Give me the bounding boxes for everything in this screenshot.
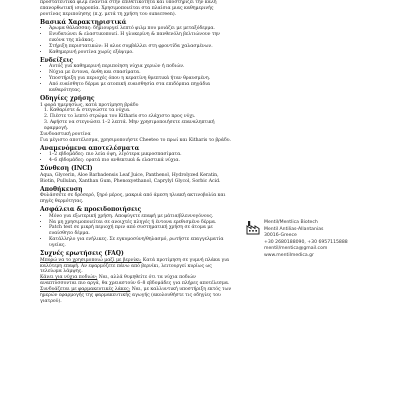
usage-frequency: 1 φορά ημερησίως, κατά προτίμηση βράδυ (40, 102, 139, 108)
faq-heading: Συχνές ερωτήσεις (FAQ) (40, 250, 124, 258)
usage-step: 3. Αφήστε να στεγνώσει 1–2 λεπτά. Μην χρησιμοποιήσετε επαναληπτική εφαρμογή. (44, 120, 215, 132)
list-item: • Μόνο για εξωτερική χρήση. Αποφύγετε επαφή με μάτια/βλεννογόνους. (49, 214, 234, 220)
faq-question: Μπορώ να το χρησιμοποιώ μαζί με βερνίκι; (40, 257, 142, 263)
list-item: • Να μη χρησιμοποιείται σε ανοιχτές πληγές ή έντονα ερεθισμένο δέρμα. (49, 220, 234, 226)
list-item: • Patch test σε μικρή περιοχή πριν από συστηματική χρήση σε άτομα με ευαίσθητο δέρμα. (49, 225, 234, 237)
list-item: • Στήριξη περιστατικών: Η αλοε συμβάλλει στη φροντίδα χαλασμένων. (49, 44, 234, 50)
faq-answer: Ναι, με καλλυντική υποστήριξη εκτός των ημερών εφαρμογής της φαρμακευτικής αγωγής (ακολουθήστε τις οδηγίες του γιατρού). (40, 287, 232, 304)
usage-step: 2. Πιέστε το λεπτό στρώμα του Kitharis στο ελάχιστο προς νύχι. (44, 114, 196, 120)
characteristics-list (40, 26, 234, 56)
faq-entry (40, 275, 234, 287)
storage-heading: Αποθήκευση (40, 185, 83, 193)
manufacturer-phone: +30 2680188090, +30 6957115888 (264, 239, 348, 245)
manufacturer-details (264, 220, 348, 260)
composition-heading: Σύνθεση (INCI) (40, 165, 93, 173)
manufacturer-postcode: 30016-Greece (264, 233, 297, 239)
list-item: • Κατάλληλο για ενήλικες. Σε εγκυμοσύνη/θηλασμό, ρωτήστε επαγγελματία υγείας. (49, 237, 234, 249)
list-item: • Αυτός για καθημερινή περιποίηση νύχια χεριών ή ποδιών. (49, 64, 234, 70)
manufacturer-name: Mentil/Mentlica Biotech (264, 220, 318, 225)
intro-paragraph: προστατευτικά φίλμ ενάντια στην επιθετικότητα και υποστηρίζει την καλή επανορθωτική ισορροπία. Χρησιμοποιείται στα πλαίσια μιας καθημερινής ρουτίνας περιποίησης (π.χ. μετά τη χρήση του sunscreen). (40, 0, 217, 17)
usage-combo-text: Για μέγιστο αποτέλεσμα, χρησιμοποιήστε Cheeteo το πρωί και Kitharis το βράδυ. (40, 137, 231, 143)
manufacturer-email: mentil/mentica@gmail.com (264, 246, 328, 252)
usage-combo-title: Συνδυαστική ρουτίνα (40, 132, 91, 138)
indications-heading: Ενδείξεις (40, 57, 74, 65)
results-heading: Αναμενόμενα αποτελέσματα (40, 145, 140, 153)
usage-heading: Οδηγίες χρήσης (40, 95, 95, 103)
faq-entry (40, 287, 234, 305)
results-list (40, 152, 234, 164)
list-item: • 1–2 εβδομάδες: πιο λεία όψη, λιγότερα μικροσπασίματα. (49, 152, 234, 158)
manufacturer-website: www.mentilmedica.gr (264, 252, 314, 258)
faq-entry (40, 258, 234, 276)
faq-question: Συνδυάζεται με φαρμακευτικές λάκες; (40, 287, 131, 293)
list-item: • Νύχια με έντονα, άνθη και σπασίματα. (49, 70, 234, 76)
faq-answer: Κατά προτίμηση σε γυμνή πλάκα για καλύτερη επαφή. Αν εφαρμόζετε πάνω από βερνίκι, λειτουργεί κυρίως ως τελείωμα λάμψης. (40, 257, 230, 275)
safety-heading: Ασφάλεια & προειδοποιήσεις (40, 206, 142, 214)
list-item: • 4–6 εβδομάδες: ορατά πιο ανθεκτικά & ελαστικά νύχια. (49, 158, 234, 164)
usage-step: 1. Καθαρίστε & στεγνώστε τα νύχια. (44, 108, 131, 114)
manufacturer-address: Mentil Antilias-Allantanias (264, 226, 324, 232)
factory-icon (246, 220, 260, 235)
composition-text: Aqua, Glycerin, Aloe Barbadensis Leaf Juice, Panthenol, Hydrolyzed Keratin, Biotin, Pullulan, Xanthan Gum, Phenoxyethanol, Caprylyl Glycol, Sorbic Acid. (40, 172, 221, 184)
faq-answer: Ναι, αλλά θυμηθείτε ότι τα νύχια ποδιών αναπτύσσονται πιο αργά, θα χρειαστούν 6–8 εβδομάδες για πλήρες αποτέλεσμα. (40, 275, 230, 287)
product-document (40, 0, 234, 305)
list-item: • Από ευαίσθητο δέρμα με ατοπική ευαισθησία στα επιδόρπια πηγάδια καθαρότητας. (49, 82, 234, 94)
list-item: • Ενυδατώνει & ελαστικοποιεί. Η γλυκερίνη & πανθενόλη βελτιώνουν την εικόνα της πλάκας. (49, 32, 234, 44)
faq-question: Κάνει για νύχια ποδιών; (40, 275, 98, 281)
list-item: • Υποστήριξη για περιοχές όπου η κερατίνη θρεπτικά ήταν θραυσμένη. (49, 76, 234, 82)
list-item: • Άρωμα θάλασσας: δημιουργεί λεπτό φιλμ που μοιάζει με μεταξόδερμα. (49, 26, 234, 32)
indications-list (40, 64, 234, 94)
safety-list (40, 214, 234, 249)
characteristics-heading: Βασικά Χαρακτηριστικά (40, 18, 127, 26)
list-item: • Καθημερινή ρουτίνα χωρίς εξάψιμο. (49, 50, 234, 56)
storage-text: Φυλάσσετε σε δροσερό, ξηρό μέρος, μακριά από άμεση ηλιακή ακτινοβολία και πηγές θερμότητας. (40, 193, 226, 205)
